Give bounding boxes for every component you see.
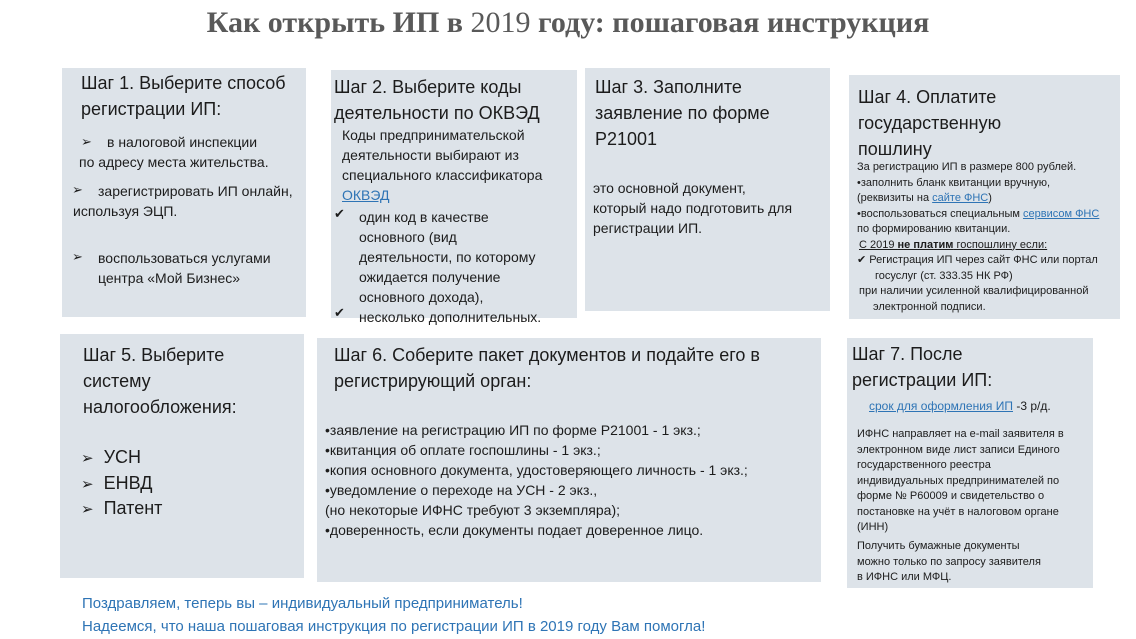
document-item: (но некоторые ИФНС требуют 3 экземпляра); [325, 502, 620, 518]
step2-card [331, 70, 577, 325]
arrow-bullet-icon: ➢ [72, 249, 83, 264]
step2-description: Коды предпринимательской деятельности выбирают из специального классификатора ОКВЭД [342, 127, 543, 203]
arrow-bullet-icon: ➢ [72, 182, 83, 197]
fns-site-link[interactable]: сайте ФНС [932, 192, 989, 204]
checkmark-icon: ✔ [857, 254, 867, 266]
document-item: •доверенность, если документы подает доверенное лицо. [325, 522, 704, 538]
step4-details: За регистрацию ИП в размере 800 рублей. •заполнить бланк квитанции вручную, (реквизиты на сайте ФНС) •воспользоваться специальным сервисом ФНС по формированию квитанции. С 2019 не платим госпошлину если: ✔ Регистрация ИП через сайт ФНС или портал госуслуг (ст. 333.35 НК РФ) при наличии усиленной квалифицированной электронной подписи. [857, 161, 1100, 313]
step7-heading: Шаг 7. После регистрации ИП: [852, 344, 993, 390]
step3-description: это основной документ, который надо подготовить для регистрации ИП. [593, 180, 793, 236]
arrow-bullet-icon: ➢ [81, 476, 94, 493]
tax-system-item: ➢ Патент [81, 498, 163, 518]
step5-heading: Шаг 5. Выберите систему налогообложения: [83, 345, 237, 417]
document-item: •квитанция об оплате госпошлины - 1 экз.; [325, 442, 601, 458]
step7-description: ИФНС направляет на e-mail заявителя в электронном виде лист записи Единого государственного реестра индивидуальных предпринимателей по форме № Р60009 и свидетельство о постановке на учёт в налоговом органе (ИНН) [857, 428, 1064, 533]
step1-card [62, 68, 306, 317]
step4-heading: Шаг 4. Оплатите государственную пошлину [858, 87, 1002, 159]
step1-option-online: зарегистрировать ИП онлайн, используя ЭЦП. [73, 183, 293, 219]
step1-option-office: в налоговой инспекции по адресу места жительства. [79, 134, 269, 170]
footer-congrats: Поздравляем, теперь вы – индивидуальный предприниматель! [82, 595, 523, 612]
tax-system-item: ➢ УСН [81, 447, 142, 467]
step2-main-code: один код в качестве основного (вид деятельности, по которому ожидается получение основного дохода), [359, 209, 536, 305]
step7-term: срок для оформления ИП -3 р/д. [869, 399, 1051, 413]
page-title: Как открыть ИП в 2019 году: пошаговая инструкция [206, 6, 930, 39]
arrow-bullet-icon: ➢ [81, 134, 92, 149]
footer-wish: Надеемся, что наша пошаговая инструкция по регистрации ИП в 2019 году Вам помогла! [82, 618, 706, 635]
step5-card [60, 334, 304, 578]
registration-term-link[interactable]: срок для оформления ИП [869, 399, 1013, 413]
step6-heading: Шаг 6. Соберите пакет документов и подайте его в регистрирующий орган: [334, 345, 760, 391]
step3-card [585, 68, 830, 311]
step1-option-business-center: воспользоваться услугами центра «Мой Бизнес» [98, 250, 271, 286]
step6-card [317, 338, 821, 582]
document-item: •заявление на регистрацию ИП по форме Р21001 - 1 экз.; [325, 422, 701, 438]
step6-documents-list [325, 420, 748, 540]
step2-heading: Шаг 2. Выберите коды деятельности по ОКВЭД [334, 77, 540, 123]
step1-heading: Шаг 1. Выберите способ регистрации ИП: [81, 73, 286, 119]
okved-link[interactable]: ОКВЭД [342, 187, 390, 203]
checkmark-icon: ✔ [334, 206, 345, 221]
step7-card [847, 338, 1093, 588]
checkmark-icon: ✔ [334, 305, 345, 320]
step7-paper-documents: Получить бумажные документы можно только по запросу заявителя в ИФНС или МФЦ. [857, 540, 1041, 583]
tax-system-item: ➢ ЕНВД [81, 473, 153, 493]
document-item: •копия основного документа, удостоверяющего личность - 1 экз.; [325, 462, 748, 478]
document-item: •уведомление о переходе на УСН - 2 экз., [325, 482, 598, 498]
fns-service-link[interactable]: сервисом ФНС [1022, 207, 1100, 220]
arrow-bullet-icon: ➢ [81, 450, 94, 467]
step4-card [849, 75, 1120, 319]
step3-heading: Шаг 3. Заполните заявление по форме Р21001 [595, 77, 770, 149]
step2-additional-codes: несколько дополнительных. [359, 309, 542, 325]
arrow-bullet-icon: ➢ [81, 501, 94, 518]
